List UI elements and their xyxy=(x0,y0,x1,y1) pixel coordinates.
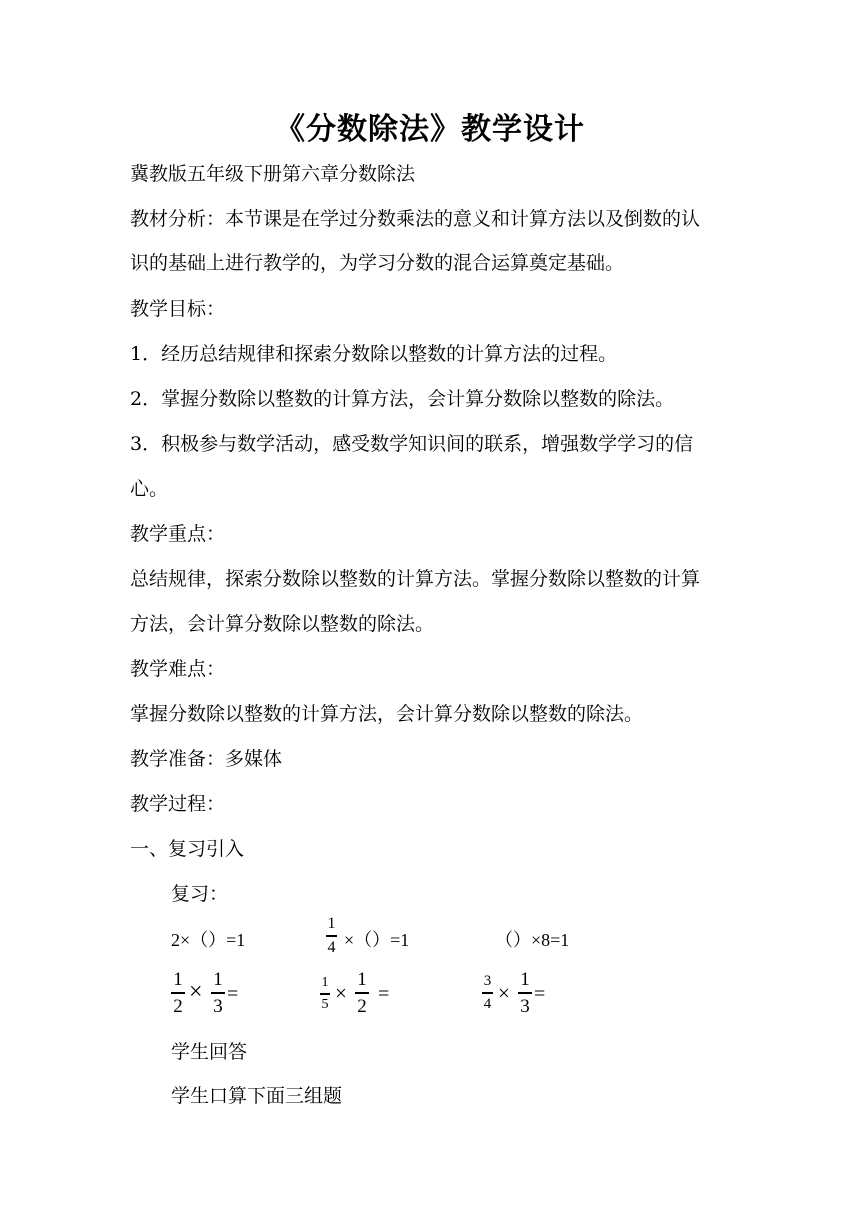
fraction-denominator: 4 xyxy=(483,995,492,1012)
multiply-sign: × xyxy=(498,981,510,1005)
key-points-line-1: 总结规律，探索分数除以整数的计算方法。掌握分数除以整数的计算 xyxy=(130,568,701,590)
fraction-denominator: 2 xyxy=(173,995,183,1017)
exercise-product-1-fraction-a xyxy=(171,970,185,1016)
fraction-bar xyxy=(326,935,337,937)
goal-item-3-line-1: 3．积极参与数学活动，感受数学知识间的联系，增强数学学习的信 xyxy=(130,433,694,455)
exercise-product-2-fraction-b xyxy=(355,970,369,1016)
key-points-heading: 教学重点： xyxy=(130,523,226,545)
fraction-bar xyxy=(518,992,532,994)
fraction-numerator: 1 xyxy=(327,915,336,932)
analysis-line-1: 教材分析：本节课是在学过分数乘法的意义和计算方法以及倒数的认 xyxy=(130,208,701,230)
exercise-reciprocal-1: 2×（）=1 xyxy=(171,930,246,950)
review-label: 复习： xyxy=(171,883,229,905)
oral-calculation-line: 学生口算下面三组题 xyxy=(171,1085,343,1107)
goal-item-2: 2．掌握分数除以整数的计算方法，会计算分数除以整数的除法。 xyxy=(130,388,675,410)
section-heading-review: 一、复习引入 xyxy=(130,838,245,860)
multiply-sign: × xyxy=(189,979,203,1005)
multiply-sign: × xyxy=(335,981,347,1005)
fraction-numerator: 3 xyxy=(483,973,492,989)
fraction-denominator: 3 xyxy=(520,995,530,1017)
exercise-product-3-fraction-b xyxy=(518,970,532,1016)
analysis-line-2: 识的基础上进行教学的，为学习分数的混合运算奠定基础。 xyxy=(130,252,625,274)
exercise-product-3-fraction-a xyxy=(482,974,493,1012)
fraction-bar xyxy=(211,992,225,994)
preparation-line: 教学准备：多媒体 xyxy=(130,748,283,770)
exercise-product-2-fraction-a xyxy=(320,976,330,1012)
fraction-bar xyxy=(355,992,369,994)
exercise-reciprocal-3: （）×8=1 xyxy=(495,930,570,950)
equals-sign: = xyxy=(378,983,390,1005)
key-points-line-2: 方法，会计算分数除以整数的除法。 xyxy=(130,613,435,635)
equals-sign: = xyxy=(227,983,239,1005)
document-title: 《分数除法》教学设计 xyxy=(275,112,585,147)
fraction-denominator: 4 xyxy=(327,938,336,956)
fraction-bar xyxy=(171,992,185,994)
student-answer-line: 学生回答 xyxy=(171,1041,248,1063)
difficulty-heading: 教学难点： xyxy=(130,658,226,680)
fraction-numerator: 1 xyxy=(520,969,530,990)
goals-heading: 教学目标： xyxy=(130,298,226,320)
fraction-numerator: 1 xyxy=(357,969,367,990)
fraction-denominator: 3 xyxy=(213,995,223,1017)
edition-line: 冀教版五年级下册第六章分数除法 xyxy=(130,163,416,185)
process-heading: 教学过程： xyxy=(130,793,226,815)
fraction-bar xyxy=(482,992,493,994)
fraction-denominator: 5 xyxy=(321,996,329,1012)
fraction-denominator: 2 xyxy=(357,995,367,1017)
fraction-numerator: 1 xyxy=(173,969,183,990)
exercise-reciprocal-2-fraction xyxy=(326,916,337,956)
goal-item-1: 1．经历总结规律和探索分数除以整数的计算方法的过程。 xyxy=(130,343,618,365)
fraction-numerator: 1 xyxy=(213,969,223,990)
exercise-reciprocal-2-rest: ×（）=1 xyxy=(344,930,410,950)
goal-item-3-line-2: 心。 xyxy=(130,478,169,500)
equals-sign: = xyxy=(534,983,546,1005)
fraction-numerator: 1 xyxy=(321,975,329,990)
exercise-product-1-fraction-b xyxy=(211,970,225,1016)
fraction-bar xyxy=(320,993,330,995)
difficulty-line-1: 掌握分数除以整数的计算方法，会计算分数除以整数的除法。 xyxy=(130,703,644,725)
